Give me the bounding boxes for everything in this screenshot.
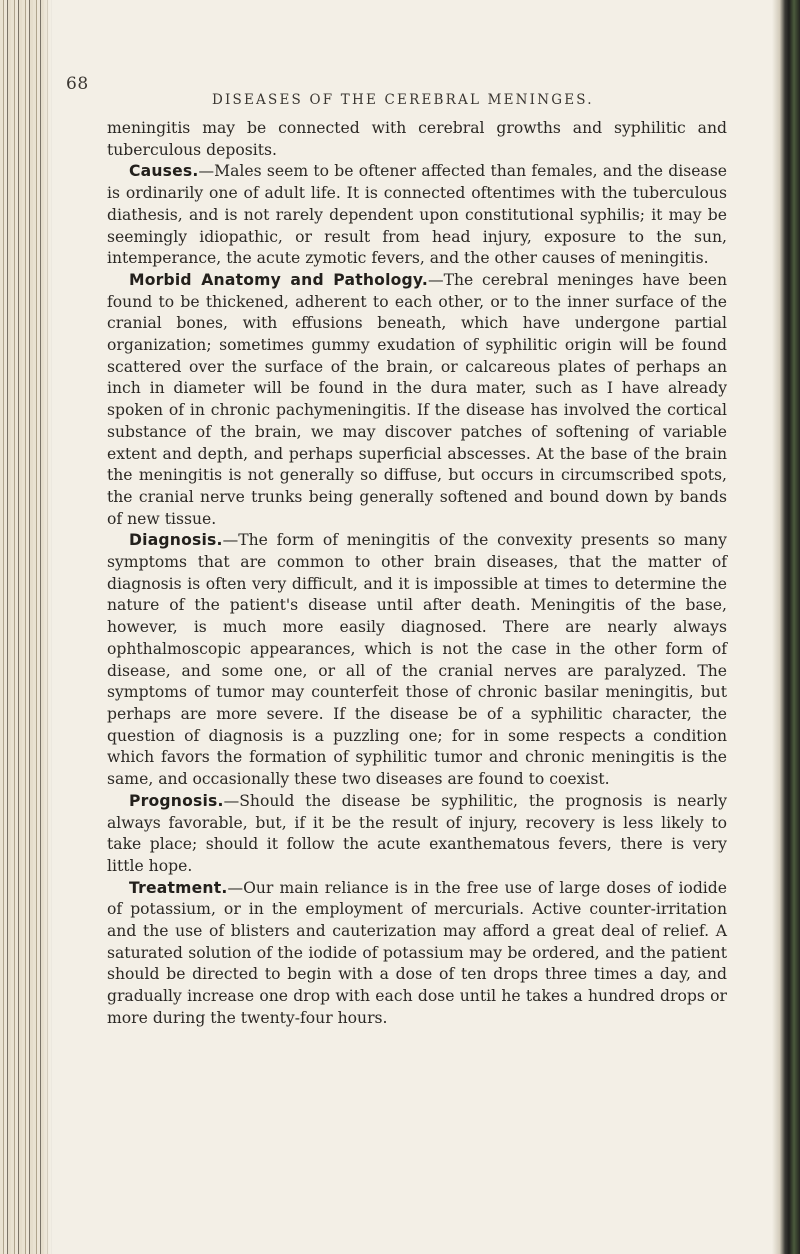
book-binding-left-edge (0, 0, 52, 1254)
paragraph-prognosis (107, 791, 727, 878)
section-heading-causes: Causes. (129, 162, 199, 181)
section-heading-morbid-anatomy: Morbid Anatomy and Pathology. (129, 270, 428, 289)
page-number: 68 (66, 74, 89, 94)
paragraph-continuation (107, 118, 727, 161)
paragraph-causes (107, 161, 727, 270)
book-binding-right-edge (780, 0, 800, 1254)
paragraph-treatment (107, 878, 727, 1030)
paragraph-text: meningitis may be connected with cerebral growths and syphilitic and tuberculous deposits. (107, 119, 727, 159)
paragraph-morbid-anatomy (107, 270, 727, 530)
running-head: DISEASES OF THE CEREBRAL MENINGES. (212, 92, 594, 108)
section-heading-prognosis: Prognosis. (129, 791, 224, 810)
section-heading-diagnosis: Diagnosis. (129, 531, 223, 550)
body-text (107, 118, 727, 1030)
paragraph-text: —Our main reliance is in the free use of large doses of iodide of potassium, or in the employment of mercurials. Active counter-irritation and the use of blisters and cauterization may afford a great deal of relief. A saturated solution of the iodide of potassium may be ordered, and the patient should be directed to begin with a dose of ten drops three times a day, and gradually increase one drop with each dose until he takes a hundred drops or more during the twenty-four hours. (107, 878, 727, 1027)
paragraph-diagnosis (107, 530, 727, 790)
paragraph-text: —Should the disease be syphilitic, the prognosis is nearly always favorable, but, if it be the result of injury, recovery is less likely to take place; should it follow the acute exanthematous fevers, there is very little hope. (107, 791, 727, 875)
paragraph-text: —The cerebral meninges have been found to be thickened, adherent to each other, or to the inner surface of the cranial bones, with effusions beneath, which have undergone partial organization; sometimes gummy exudation of syphilitic origin will be found scattered over the surface of the brain, or calcareous plates of perhaps an inch in diameter will be found in the dura mater, such as I have already spoken of in chronic pachymeningitis. If the disease has involved the cortical substance of the brain, we may discover patches of softening of variable extent and depth, and perhaps superficial abscesses. At the base of the brain the meningitis is not generally so diffuse, but occurs in circumscribed spots, the cranial nerve trunks being generally softened and bound down by bands of new tissue. (107, 270, 727, 528)
paragraph-text: —The form of meningitis of the convexity presents so many symptoms that are common to other brain diseases, that the matter of diagnosis is often very difficult, and it is impossible at times to determine the nature of the patient's disease until after death. Meningitis of the base, however, is much more easily diagnosed. There are nearly always ophthalmoscopic appearances, which is not the case in the other form of disease, and some one, or all of the cranial nerves are paralyzed. The symptoms of tumor may counterfeit those of chronic basilar meningitis, but perhaps are more severe. If the disease be of a syphilitic character, the question of diagnosis is a puzzling one; for in some respects a condition which favors the formation of syphilitic tumor and chronic meningitis is the same, and occasionally these two diseases are found to coexist. (107, 531, 727, 789)
section-heading-treatment: Treatment. (129, 878, 228, 897)
paragraph-text: —Males seem to be oftener affected than females, and the disease is ordinarily one of adult life. It is connected oftentimes with the tuberculous diathesis, and is not rarely dependent upon constitutional syphilis; it may be seemingly idiopathic, or result from head injury, exposure to the sun, intemperance, the acute zymotic fevers, and the other causes of meningitis. (107, 162, 727, 268)
